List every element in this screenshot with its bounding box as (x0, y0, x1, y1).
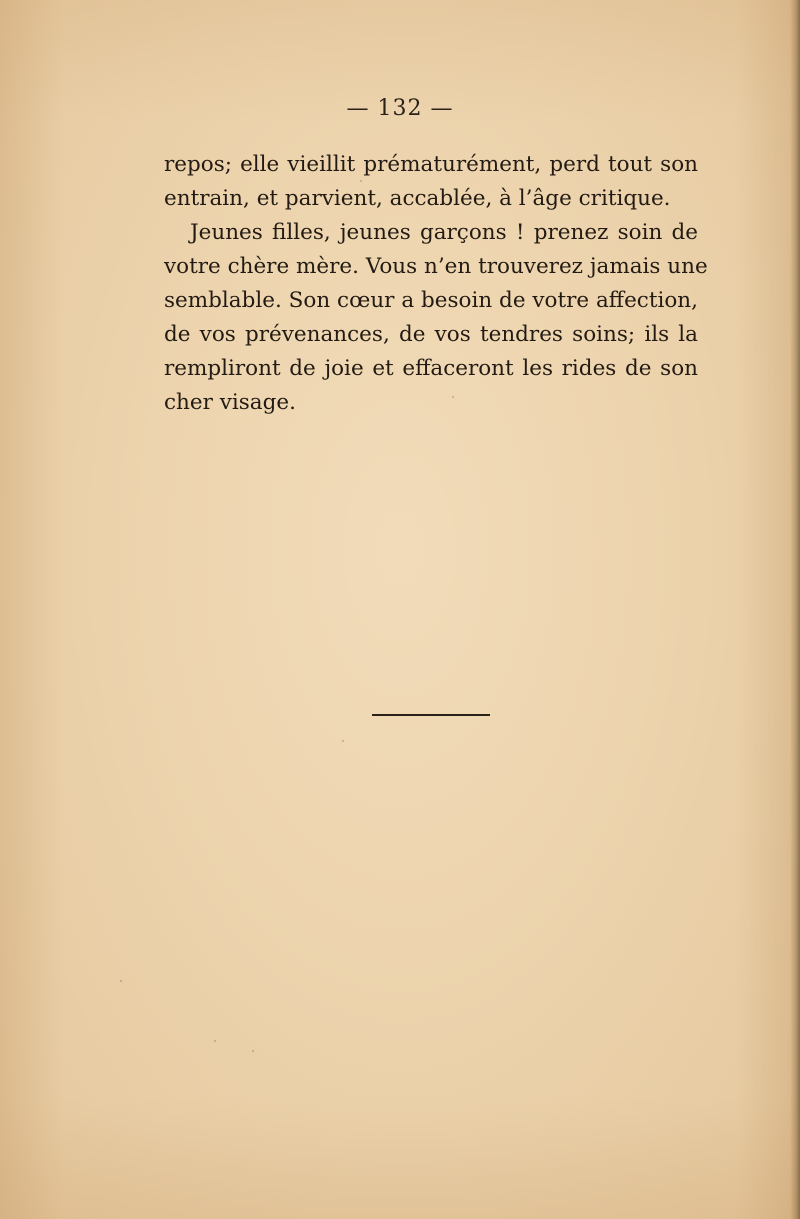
text-line: rempliront de joie et effaceront les rides de son (164, 356, 698, 381)
text-line: repos; elle vieillit prématurément, perd tout son (164, 152, 698, 177)
text-line: de vos prévenances, de vos tendres soins; ils la (164, 322, 698, 347)
text-line: votre chère mère. Vous n’en trouverez jamais une (164, 254, 708, 279)
page-number: — 132 — (346, 96, 454, 121)
paragraph-1 (164, 148, 698, 216)
paper-speck (342, 740, 344, 742)
paper-speck (120, 980, 122, 982)
paragraph-2 (164, 216, 708, 420)
section-end-rule (372, 714, 490, 716)
text-line: semblable. Son cœur a besoin de votre affection, (164, 288, 698, 313)
text-line: Jeunes filles, jeunes garçons ! prenez soin de (190, 220, 698, 245)
body-text (164, 148, 708, 420)
page-edge-shadow (790, 0, 800, 1219)
text-line: entrain, et parvient, accablée, à l’âge critique. (164, 186, 671, 211)
paper-speck (214, 1040, 216, 1042)
text-line: cher visage. (164, 390, 296, 415)
paper-speck (252, 1050, 254, 1052)
